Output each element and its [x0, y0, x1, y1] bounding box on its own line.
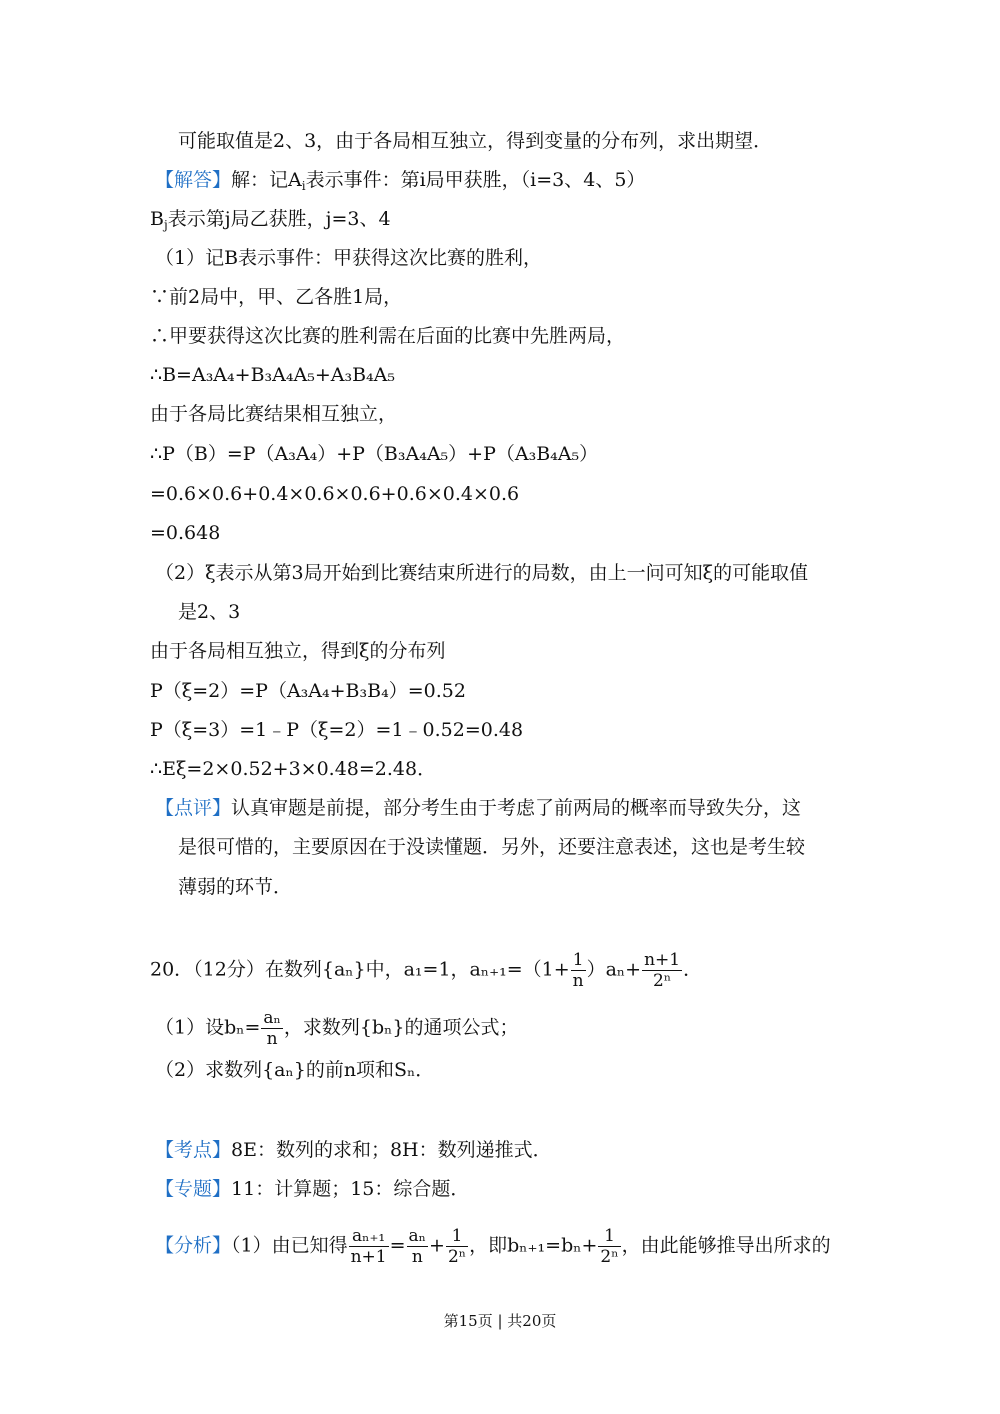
text-line: 可能取值是2、3，由于各局相互独立，得到变量的分布列，求出期望． [178, 130, 773, 152]
numerator: aₙ₊₁ [349, 1226, 389, 1247]
formula-line: ∴B=A₃A₄+B₃A₄A₅+A₃B₄A₅ [150, 364, 395, 386]
formula-line: ∴Eξ=2×0.52+3×0.48=2.48． [150, 758, 437, 780]
comment-tag: 【点评】 [155, 797, 232, 819]
text-span: ，即bₙ₊₁=bₙ+ [469, 1234, 598, 1257]
numerator: aₙ [408, 1226, 427, 1246]
text-span: + [429, 1234, 445, 1257]
text-span: 解：记A [231, 169, 302, 191]
fenxi-tag: 【分析】 [155, 1234, 232, 1257]
zhuanti-line [155, 1176, 469, 1202]
numerator: aₙ [263, 1008, 281, 1028]
text-line [150, 206, 391, 238]
formula-line: =0.6×0.6+0.4×0.6×0.6+0.6×0.4×0.6 [150, 483, 520, 505]
answer-tag: 【解答】 [155, 169, 232, 191]
comment-line [155, 795, 801, 821]
fraction [349, 1226, 389, 1267]
denominator: n+1 [350, 1247, 387, 1267]
denominator: 2ⁿ [447, 1247, 467, 1267]
formula-line: =0.648 [150, 522, 221, 544]
text-line: 薄弱的环节． [178, 876, 293, 898]
fraction [407, 1226, 429, 1267]
text-span: ，求数列{bₙ}的通项公式； [283, 1016, 519, 1039]
formula-line: P（ξ=2）=P（A₃A₄+B₃B₄）=0.52 [150, 680, 466, 702]
text-line: 由于各局相互独立，得到ξ的分布列 [150, 640, 446, 662]
text-line: 是很可惜的，主要原因在于没读懂题．另外，还要注意表述，这也是考生较 [178, 836, 806, 858]
text-line: ∵前2局中，甲、乙各胜1局， [150, 286, 403, 308]
kaodian-line [155, 1137, 552, 1163]
text-line: （2）ξ表示从第3局开始到比赛结束所进行的局数，由上一问可知ξ的可能取值 [155, 562, 809, 584]
fraction [598, 1226, 620, 1267]
text-span: 表示事件：第i局甲获胜，（i=3、4、5） [305, 169, 646, 191]
text-span: 认真审题是前提，部分考生由于考虑了前两局的概率而导致失分，这 [231, 797, 802, 819]
denominator: n [411, 1247, 423, 1267]
denominator: n [572, 971, 584, 991]
denominator: 2ⁿ [600, 1247, 619, 1267]
text-span: = [389, 1234, 406, 1257]
denominator: 2ⁿ [653, 971, 672, 991]
question-2: （2）求数列{aₙ}的前n项和Sₙ． [155, 1059, 435, 1081]
fraction [571, 950, 586, 991]
formula-line: ∴P（B）=P（A₃A₄）+P（B₃A₄A₅）+P（A₃B₄A₅） [150, 443, 599, 465]
text-span: （1）设bₙ= [155, 1016, 261, 1039]
subscript: i [301, 179, 306, 193]
text-span: ，由此能够推导出所求的 [621, 1234, 831, 1257]
text-line: 由于各局比赛结果相互独立， [150, 403, 398, 425]
numerator: n+1 [644, 950, 681, 970]
fraction [261, 1008, 283, 1049]
denominator: n [266, 1029, 278, 1049]
fraction [642, 950, 682, 991]
text-span: 8E：数列的求和；8H：数列递推式． [231, 1139, 552, 1161]
text-span: ． [683, 958, 703, 981]
fenxi-line [155, 1226, 831, 1267]
problem-statement [150, 950, 702, 991]
text-span: （1）由已知得 [231, 1234, 348, 1257]
text-span: ）aₙ+ [586, 958, 642, 981]
subscript: j [163, 218, 168, 232]
question-1 [155, 1008, 518, 1049]
numerator: 1 [598, 1226, 620, 1247]
text-span: 11：计算题；15：综合题． [231, 1178, 470, 1200]
text-line: ∴甲要获得这次比赛的胜利需在后面的比赛中先胜两局， [150, 325, 626, 347]
answer-line [155, 167, 645, 199]
text-span: 20．（12分）在数列{aₙ}中，a₁=1，aₙ₊₁=（1+ [150, 958, 570, 981]
formula-line: P（ξ=3）=1﹣P（ξ=2）=1﹣0.52=0.48 [150, 719, 524, 741]
fraction [446, 1226, 468, 1267]
text-span: B [150, 208, 164, 230]
text-line: （1）记B表示事件：甲获得这次比赛的胜利， [155, 247, 543, 269]
numerator: 1 [571, 950, 586, 971]
page-footer: 第15页 | 共20页 [443, 1312, 557, 1330]
text-line: 是2、3 [178, 601, 241, 623]
kaodian-tag: 【考点】 [155, 1139, 232, 1161]
zhuanti-tag: 【专题】 [155, 1178, 232, 1200]
numerator: 1 [446, 1226, 468, 1247]
text-span: 表示第j局乙获胜，j=3、4 [167, 208, 391, 230]
